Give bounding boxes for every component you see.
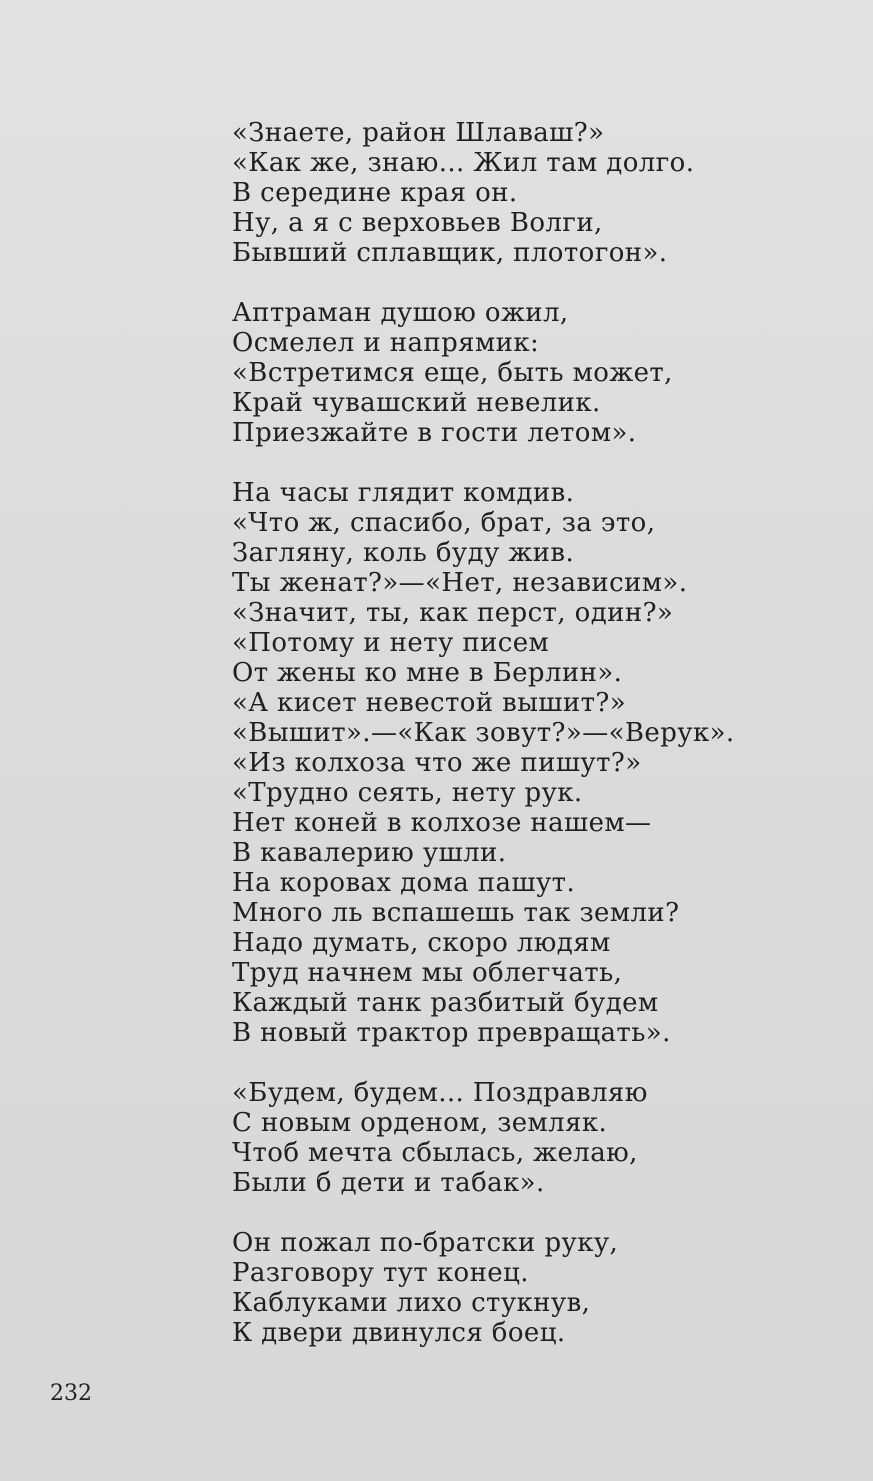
poem-line: Ты женат?»—«Нет, независим». bbox=[232, 568, 688, 598]
poem-line: «Значит, ты, как перст, один?» bbox=[232, 598, 674, 628]
poem-line: Много ль вспашешь так земли? bbox=[232, 898, 680, 928]
poem-line: Бывший сплавщик, плотогон». bbox=[232, 238, 668, 268]
poem-line: Каблуками лихо стукнув, bbox=[232, 1288, 591, 1318]
poem-line: В середине края он. bbox=[232, 178, 518, 208]
page-number: 232 bbox=[50, 1381, 92, 1406]
poem-line: Приезжайте в гости летом». bbox=[232, 418, 637, 448]
poem-line: Аптраман душою ожил, bbox=[232, 298, 569, 328]
poem-line: В кавалерию ушли. bbox=[232, 838, 507, 868]
poem-line: «Знаете, район Шлаваш?» bbox=[232, 118, 605, 148]
poem-line: «Потому и нету писем bbox=[232, 628, 550, 658]
poem-text bbox=[232, 118, 752, 1348]
poem-line: Разговору тут конец. bbox=[232, 1258, 529, 1288]
poem-line: Были б дети и табак». bbox=[232, 1168, 545, 1198]
poem-line: От жены ко мне в Берлин». bbox=[232, 658, 623, 688]
poem-line: «Вышит».—«Как зовут?»—«Верук». bbox=[232, 718, 735, 748]
stanza-1 bbox=[232, 118, 752, 268]
poem-line: «Что ж, спасибо, брат, за это, bbox=[232, 508, 656, 538]
poem-line: В новый трактор превращать». bbox=[232, 1018, 671, 1048]
stanza-5 bbox=[232, 1228, 752, 1348]
poem-line: Чтоб мечта сбылась, желаю, bbox=[232, 1138, 638, 1168]
poem-line: Надо думать, скоро людям bbox=[232, 928, 611, 958]
stanza-3 bbox=[232, 478, 752, 1048]
poem-line: Каждый танк разбитый будем bbox=[232, 988, 659, 1018]
poem-line: Загляну, коль буду жив. bbox=[232, 538, 575, 568]
poem-line: Ну, а я с верховьев Волги, bbox=[232, 208, 603, 238]
poem-line: «А кисет невестой вышит?» bbox=[232, 688, 627, 718]
poem-line: Он пожал по-братски руку, bbox=[232, 1228, 619, 1258]
poem-line: Край чувашский невелик. bbox=[232, 388, 601, 418]
stanza-4 bbox=[232, 1078, 752, 1198]
poem-line: «Из колхоза что же пишут?» bbox=[232, 748, 642, 778]
poem-line: Труд начнем мы облегчать, bbox=[232, 958, 623, 988]
poem-line: «Будем, будем... Поздравляю bbox=[232, 1078, 648, 1108]
poem-line: Осмелел и напрямик: bbox=[232, 328, 540, 358]
poem-line: Нет коней в колхозе нашем— bbox=[232, 808, 652, 838]
poem-line: «Трудно сеять, нету рук. bbox=[232, 778, 583, 808]
poem-line: На коровах дома пашут. bbox=[232, 868, 576, 898]
poem-line: На часы глядит комдив. bbox=[232, 478, 575, 508]
stanza-2 bbox=[232, 298, 752, 448]
poem-line: К двери двинулся боец. bbox=[232, 1318, 566, 1348]
poem-line: С новым орденом, земляк. bbox=[232, 1108, 608, 1138]
poem-line: «Встретимся еще, быть может, bbox=[232, 358, 673, 388]
poem-line: «Как же, знаю... Жил там долго. bbox=[232, 148, 695, 178]
